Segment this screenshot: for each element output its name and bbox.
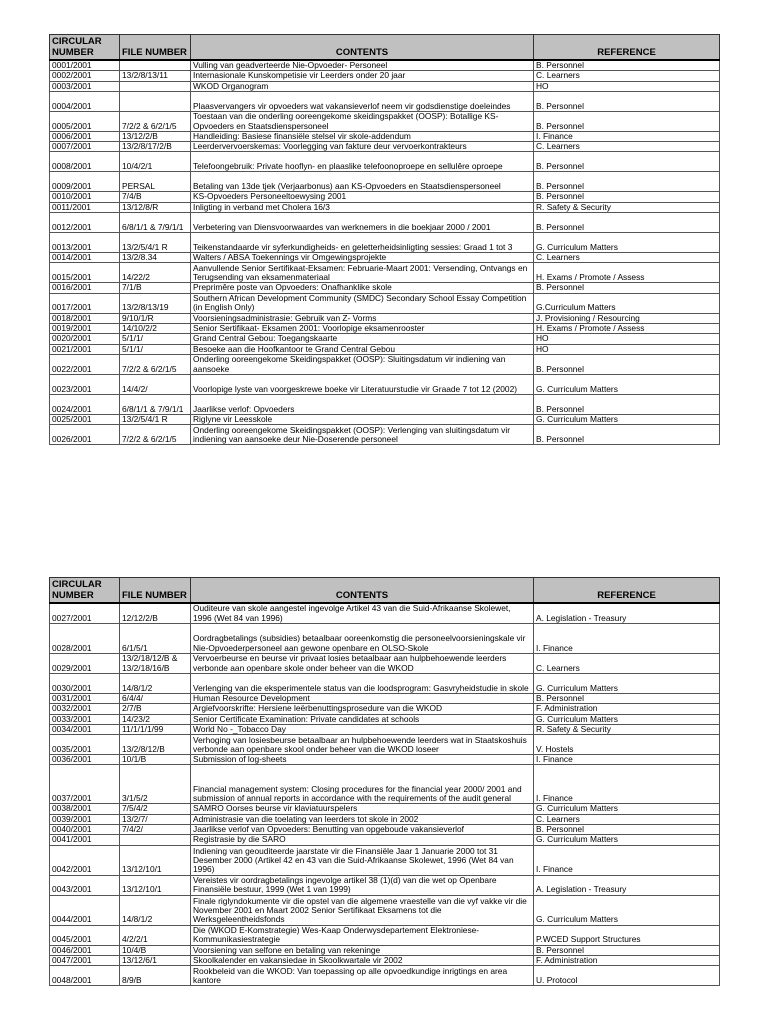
contents-cell: Registrasie by die SARO	[191, 835, 534, 845]
table-row	[50, 91, 720, 111]
reference-cell: G. Curriculum Matters	[534, 414, 720, 424]
table-row	[50, 192, 720, 202]
contents-cell: Teikenstandaarde vir syferkundigheids- en geletterheidsinligting sessies: Graad 1 tot 3	[191, 233, 534, 253]
table-row	[50, 111, 720, 131]
reference-cell: P.WCED Support Structures	[534, 925, 720, 945]
circular-number-cell: 0002/2001	[50, 71, 120, 81]
circular-number-cell: 0023/2001	[50, 374, 120, 394]
table-row	[50, 694, 720, 704]
contents-cell: Inligting in verband met Cholera 16/3	[191, 202, 534, 212]
reference-cell: G. Curriculum Matters	[534, 714, 720, 724]
circular-number-cell: 0007/2001	[50, 142, 120, 152]
table-row	[50, 835, 720, 845]
contents-cell: Financial management system: Closing procedures for the financial year 2000/ 2001 and submission of annual reports in accordance with the requirements of the audit general	[191, 765, 534, 804]
reference-cell: G.Curriculum Matters	[534, 293, 720, 313]
contents-cell: Walters / ABSA Toekennings vir Omgewingsprojekte	[191, 253, 534, 263]
reference-cell: B. Personnel	[534, 192, 720, 202]
contents-cell: Voorsiening van selfone en betaling van rekeninge	[191, 945, 534, 955]
table-row	[50, 966, 720, 986]
table-row	[50, 425, 720, 445]
circular-number-cell: 0022/2001	[50, 354, 120, 374]
contents-cell: Finale riglyndokumente vir die opstel van die algemene vraestelle van die vyf vakke vir die November 2001 en Maart 2002 Senior Sertifikaat Eksamens tot die Werksgeleentheidsfonds	[191, 895, 534, 925]
table-row	[50, 233, 720, 253]
circular-number-cell: 0019/2001	[50, 323, 120, 333]
header-contents: CONTENTS	[191, 35, 534, 61]
contents-cell: Rookbeleid van die WKOD: Van toepassing op alle opvoedkundige inrigtings en area kantore	[191, 966, 534, 986]
file-number-cell: 13/12/2/B	[120, 131, 191, 141]
circular-number-cell: 0016/2001	[50, 283, 120, 293]
reference-cell: C. Learners	[534, 142, 720, 152]
contents-cell: Argiefvoorskrifte: Hersiene leërbenuttingsprosedure van die WKOD	[191, 704, 534, 714]
reference-cell: F. Administration	[534, 955, 720, 965]
circular-number-cell: 0046/2001	[50, 945, 120, 955]
table-row	[50, 724, 720, 734]
table-row	[50, 71, 720, 81]
reference-cell: G. Curriculum Matters	[534, 804, 720, 814]
contents-cell: Aanvullende Senior Sertifikaat-Eksamen: Februarie-Maart 2001: Versending, Ontvangs en Terugsending van eksamenmateriaal	[191, 263, 534, 283]
circular-number-cell: 0030/2001	[50, 674, 120, 694]
contents-cell: Voorlopige lyste van voorgeskrewe boeke vir Literatuurstudie vir Graade 7 tot 12 (2002)	[191, 374, 534, 394]
file-number-cell: 13/2/8/13/19	[120, 293, 191, 313]
file-number-cell: 13/12/10/1	[120, 875, 191, 895]
contents-cell: Internasionale Kunskompetisie vir Leerders onder 20 jaar	[191, 71, 534, 81]
circular-number-cell: 0021/2001	[50, 344, 120, 354]
table-row	[50, 674, 720, 694]
circular-number-cell: 0025/2001	[50, 414, 120, 424]
table-row	[50, 172, 720, 192]
file-number-cell: 3/1/5/2	[120, 765, 191, 804]
circular-number-cell: 0001/2001	[50, 60, 120, 71]
table-row	[50, 875, 720, 895]
contents-cell: Senior Certificate Examination: Private candidates at schools	[191, 714, 534, 724]
circular-number-cell: 0034/2001	[50, 724, 120, 734]
table-row	[50, 60, 720, 71]
reference-cell: I. Finance	[534, 755, 720, 765]
circular-number-cell: 0036/2001	[50, 755, 120, 765]
table-row	[50, 263, 720, 283]
circular-number-cell: 0004/2001	[50, 91, 120, 111]
table-row	[50, 354, 720, 374]
contents-cell: Senior Sertifikaat- Eksamen 2001: Voorlopige eksamenrooster	[191, 323, 534, 333]
contents-cell: Indiening van geouditeerde jaarstate vir die Finansiële Jaar 1 Januarie 2000 tot 31 Desember 2000 (Artikel 42 en 43 van die Suid-Afrikaanse Skolewet, 1996 (Wet 84 van 1996)	[191, 845, 534, 875]
table-row	[50, 735, 720, 755]
file-number-cell: 13/2/8.34	[120, 253, 191, 263]
file-number-cell: 7/4/2/	[120, 825, 191, 835]
file-number-cell	[120, 91, 191, 111]
table-row	[50, 704, 720, 714]
file-number-cell: 14/8/1/2	[120, 895, 191, 925]
reference-cell: A. Legislation - Treasury	[534, 603, 720, 624]
circular-number-cell: 0044/2001	[50, 895, 120, 925]
file-number-cell: 14/23/2	[120, 714, 191, 724]
contents-cell: Toestaan van die onderling ooreengekome skeidingspakket (OOSP): Botallige KS-Opvoeders en Staatsdienspersoneel	[191, 111, 534, 131]
table-row	[50, 804, 720, 814]
file-number-cell: 10/4/2/1	[120, 152, 191, 172]
table-row	[50, 253, 720, 263]
circular-number-cell: 0006/2001	[50, 131, 120, 141]
circular-number-cell: 0017/2001	[50, 293, 120, 313]
table-row	[50, 765, 720, 804]
circular-number-cell: 0039/2001	[50, 814, 120, 824]
reference-cell: C. Learners	[534, 654, 720, 674]
file-number-cell: 7/5/4/2	[120, 804, 191, 814]
file-number-cell: 14/22/2	[120, 263, 191, 283]
circular-number-cell: 0009/2001	[50, 172, 120, 192]
circular-number-cell: 0028/2001	[50, 624, 120, 654]
reference-cell: U. Protocol	[534, 966, 720, 986]
file-number-cell: 9/10/1/R	[120, 313, 191, 323]
reference-cell: I. Finance	[534, 845, 720, 875]
reference-cell: I. Finance	[534, 131, 720, 141]
contents-cell: Betaling van 13de tjek (Verjaarbonus) aan KS-Opvoeders en Staatsdienspersoneel	[191, 172, 534, 192]
circular-number-cell: 0018/2001	[50, 313, 120, 323]
circular-number-cell: 0013/2001	[50, 233, 120, 253]
circular-number-cell: 0024/2001	[50, 394, 120, 414]
file-number-cell: 14/8/1/2	[120, 674, 191, 694]
table	[49, 34, 720, 445]
circular-number-cell: 0020/2001	[50, 334, 120, 344]
reference-cell: C. Learners	[534, 253, 720, 263]
file-number-cell: 6/1/5/1	[120, 624, 191, 654]
file-number-cell: 6/4/4/	[120, 694, 191, 704]
circular-number-cell: 0041/2001	[50, 835, 120, 845]
contents-cell: Human Resource Development	[191, 694, 534, 704]
contents-cell: Ouditeure van skole aangestel ingevolge Artikel 43 van die Suid-Afrikaanse Skolewet, 1996 (Wet 84 van 1996)	[191, 603, 534, 624]
circular-number-cell: 0008/2001	[50, 152, 120, 172]
file-number-cell: 6/8/1/1 & 7/9/1/1	[120, 213, 191, 233]
table-body	[50, 603, 720, 986]
reference-cell: J. Provisioning / Resourcing	[534, 313, 720, 323]
table-row	[50, 755, 720, 765]
header-file-number: FILE NUMBER	[120, 35, 191, 61]
circular-number-cell: 0027/2001	[50, 603, 120, 624]
header-circular-number: CIRCULAR NUMBER	[50, 35, 120, 61]
contents-cell: Riglyne vir Leesskole	[191, 414, 534, 424]
contents-cell: KS-Opvoeders Personeeltoewysing 2001	[191, 192, 534, 202]
circular-number-cell: 0038/2001	[50, 804, 120, 814]
header-contents: CONTENTS	[191, 578, 534, 604]
circular-number-cell: 0048/2001	[50, 966, 120, 986]
table-row	[50, 895, 720, 925]
file-number-cell: 13/12/10/1	[120, 845, 191, 875]
contents-cell: Submission of log-sheets	[191, 755, 534, 765]
file-number-cell: 6/8/1/1 & 7/9/1/1	[120, 394, 191, 414]
file-number-cell: 13/2/8/13/11	[120, 71, 191, 81]
reference-cell: B. Personnel	[534, 172, 720, 192]
file-number-cell: 13/2/8/12/B	[120, 735, 191, 755]
file-number-cell: 7/2/2 & 6/2/1/5	[120, 111, 191, 131]
circular-number-cell: 0005/2001	[50, 111, 120, 131]
circular-number-cell: 0047/2001	[50, 955, 120, 965]
contents-cell: Preprimêre poste van Opvoeders: Onafhanklike skole	[191, 283, 534, 293]
file-number-cell: 7/2/2 & 6/2/1/5	[120, 354, 191, 374]
contents-cell: SAMRO Oorses beurse vir klaviatuurspelers	[191, 804, 534, 814]
table-row	[50, 81, 720, 91]
table-row	[50, 152, 720, 172]
table-row	[50, 814, 720, 824]
reference-cell: F. Administration	[534, 704, 720, 714]
file-number-cell: 7/4/B	[120, 192, 191, 202]
reference-cell: B. Personnel	[534, 111, 720, 131]
reference-cell: B. Personnel	[534, 945, 720, 955]
table-row	[50, 293, 720, 313]
file-number-cell: 13/2/8/17/2/B	[120, 142, 191, 152]
contents-cell: Leerdervervoerskemas: Voorlegging van fakture deur vervoerkontrakteurs	[191, 142, 534, 152]
circular-number-cell: 0043/2001	[50, 875, 120, 895]
reference-cell: B. Personnel	[534, 213, 720, 233]
file-number-cell	[120, 835, 191, 845]
reference-cell: B. Personnel	[534, 394, 720, 414]
reference-cell: HO	[534, 344, 720, 354]
file-number-cell: 7/2/2 & 6/2/1/5	[120, 425, 191, 445]
table-row	[50, 825, 720, 835]
contents-cell: WKOD Organogram	[191, 81, 534, 91]
file-number-cell: 13/12/8/R	[120, 202, 191, 212]
table-row	[50, 414, 720, 424]
circular-number-cell: 0045/2001	[50, 925, 120, 945]
table-row	[50, 313, 720, 323]
table	[49, 577, 720, 986]
reference-cell: B. Personnel	[534, 91, 720, 111]
contents-cell: Handleiding: Basiese finansiële stelsel vir skole-addendum	[191, 131, 534, 141]
file-number-cell: 13/2/5/4/1 R	[120, 414, 191, 424]
table-row	[50, 283, 720, 293]
file-number-cell: 13/2/5/4/1 R	[120, 233, 191, 253]
table-row	[50, 925, 720, 945]
circular-number-cell: 0032/2001	[50, 704, 120, 714]
circular-number-cell: 0040/2001	[50, 825, 120, 835]
reference-cell: B. Personnel	[534, 60, 720, 71]
file-number-cell	[120, 81, 191, 91]
contents-cell: Vulling van geadverteerde Nie-Opvoeder- Personeel	[191, 60, 534, 71]
reference-cell: HO	[534, 81, 720, 91]
contents-cell: Die (WKOD E-Komstrategie) Wes-Kaap Onderwysdepartement Elektroniese-Kommunikasiestrategie	[191, 925, 534, 945]
table-row	[50, 131, 720, 141]
table-body	[50, 60, 720, 445]
contents-cell: Besoeke aan die Hoofkantoor te Grand Central Gebou	[191, 344, 534, 354]
file-number-cell: 11/1/1/1/99	[120, 724, 191, 734]
circular-number-cell: 0026/2001	[50, 425, 120, 445]
reference-cell: HO	[534, 334, 720, 344]
contents-cell: World No -_Tobacco Day	[191, 724, 534, 734]
contents-cell: Telefoongebruik: Private hooflyn- en plaaslike telefoonoproepe en sellulêre oproepe	[191, 152, 534, 172]
reference-cell: B. Personnel	[534, 283, 720, 293]
circular-number-cell: 0033/2001	[50, 714, 120, 724]
circular-number-cell: 0003/2001	[50, 81, 120, 91]
contents-cell: Verbetering van Diensvoorwaardes van werknemers in die boekjaar 2000 / 2001	[191, 213, 534, 233]
circular-number-cell: 0011/2001	[50, 202, 120, 212]
reference-cell: G. Curriculum Matters	[534, 835, 720, 845]
table-row	[50, 603, 720, 624]
contents-cell: Skoolkalender en vakansiedae in Skoolkwartale vir 2002	[191, 955, 534, 965]
contents-cell: Administrasie van die toelating van leerders tot skole in 2002	[191, 814, 534, 824]
file-number-cell: 13/12/6/1	[120, 955, 191, 965]
reference-cell: B. Personnel	[534, 354, 720, 374]
reference-cell: H. Exams / Promote / Assess	[534, 323, 720, 333]
header-circular-number: CIRCULAR NUMBER	[50, 578, 120, 604]
header-reference: REFERENCE	[534, 578, 720, 604]
table-row	[50, 624, 720, 654]
contents-cell: Verhoging van losiesbeurse betaalbaar an hulpbehoewende leerders wat in Staatskoshuis verbonde aan openbare skool onder beheer van die WKOD loseer	[191, 735, 534, 755]
table-row	[50, 714, 720, 724]
table-row	[50, 142, 720, 152]
reference-cell: C. Learners	[534, 814, 720, 824]
reference-cell: A. Legislation - Treasury	[534, 875, 720, 895]
reference-cell: B. Personnel	[534, 694, 720, 704]
circulars-table-1	[49, 34, 719, 445]
contents-cell: Onderling ooreengekome Skeidingspakket (OOSP): Sluitingsdatum vir indiening van aansoeke	[191, 354, 534, 374]
file-number-cell: 10/4/B	[120, 945, 191, 955]
contents-cell: Southern African Development Community (SMDC) Secondary School Essay Competition (in English Only)	[191, 293, 534, 313]
file-number-cell: 7/1/B	[120, 283, 191, 293]
table-row	[50, 344, 720, 354]
contents-cell: Jaarlikse verlof van Opvoeders: Benutting van opgeboude vakansieverlof	[191, 825, 534, 835]
table-row	[50, 323, 720, 333]
table-row	[50, 374, 720, 394]
reference-cell: G. Curriculum Matters	[534, 233, 720, 253]
reference-cell: R. Safety & Security	[534, 202, 720, 212]
reference-cell: G. Curriculum Matters	[534, 374, 720, 394]
file-number-cell: 12/12/2/B	[120, 603, 191, 624]
table-row	[50, 202, 720, 212]
header-file-number: FILE NUMBER	[120, 578, 191, 604]
contents-cell: Jaarlikse verlof: Opvoeders	[191, 394, 534, 414]
file-number-cell	[120, 60, 191, 71]
reference-cell: G. Curriculum Matters	[534, 895, 720, 925]
table-row	[50, 955, 720, 965]
contents-cell: Verlenging van die eksperimentele status van die loodsprogram: Gasvryheidstudie in skole	[191, 674, 534, 694]
contents-cell: Vervoerbeurse en beurse vir privaat losies betaalbaar aan hulpbehoewende leerders verbonde aan openbare skole onder beheer van die WKOD	[191, 654, 534, 674]
file-number-cell: 14/10/2/2	[120, 323, 191, 333]
circulars-table-2	[49, 577, 719, 986]
contents-cell: Onderling ooreengekome Skeidingspakket (OOSP): Verlenging van sluitingsdatum vir indiening van aansoeke deur Nie-Doserende personeel	[191, 425, 534, 445]
file-number-cell: 2/7/B	[120, 704, 191, 714]
file-number-cell: 13/2/7/	[120, 814, 191, 824]
reference-cell: B. Personnel	[534, 425, 720, 445]
file-number-cell: 8/9/B	[120, 966, 191, 986]
circular-number-cell: 0042/2001	[50, 845, 120, 875]
circular-number-cell: 0037/2001	[50, 765, 120, 804]
contents-cell: Plaasvervangers vir opvoeders wat vakansieverlof neem vir godsdienstige doeleindes	[191, 91, 534, 111]
circular-number-cell: 0010/2001	[50, 192, 120, 202]
circular-number-cell: 0015/2001	[50, 263, 120, 283]
reference-cell: I. Finance	[534, 765, 720, 804]
table-row	[50, 213, 720, 233]
reference-cell: C. Learners	[534, 71, 720, 81]
table-row	[50, 334, 720, 344]
header-row	[50, 578, 720, 604]
file-number-cell: 4/2/2/1	[120, 925, 191, 945]
circular-number-cell: 0014/2001	[50, 253, 120, 263]
file-number-cell: 14/4/2/	[120, 374, 191, 394]
table-row	[50, 845, 720, 875]
reference-cell: B. Personnel	[534, 152, 720, 172]
file-number-cell: 5/1/1/	[120, 344, 191, 354]
reference-cell: R. Safety & Security	[534, 724, 720, 734]
circular-number-cell: 0012/2001	[50, 213, 120, 233]
table-row	[50, 394, 720, 414]
header-row	[50, 35, 720, 61]
reference-cell: B. Personnel	[534, 825, 720, 835]
table-row	[50, 945, 720, 955]
circular-number-cell: 0031/2001	[50, 694, 120, 704]
header-reference: REFERENCE	[534, 35, 720, 61]
circular-number-cell: 0035/2001	[50, 735, 120, 755]
contents-cell: Vereistes vir oordragbetalings ingevolge artikel 38 (1)(d) van die wet op Openbare Finansiële bestuur, 1999 (Wet 1 van 1999)	[191, 875, 534, 895]
reference-cell: V. Hostels	[534, 735, 720, 755]
circular-number-cell: 0029/2001	[50, 654, 120, 674]
file-number-cell: 5/1/1/	[120, 334, 191, 344]
table-row	[50, 654, 720, 674]
file-number-cell: PERSAL	[120, 172, 191, 192]
reference-cell: G. Curriculum Matters	[534, 674, 720, 694]
contents-cell: Grand Central Gebou: Toegangskaarte	[191, 334, 534, 344]
reference-cell: I. Finance	[534, 624, 720, 654]
file-number-cell: 13/2/18/12/B & 13/2/18/16/B	[120, 654, 191, 674]
file-number-cell: 10/1/B	[120, 755, 191, 765]
contents-cell: Oordragbetalings (subsidies) betaalbaar ooreenkomstig die personeelvoorsieningskale vir Nie-Opvoederpersoneel aan gewone openbare en OLSO-Skole	[191, 624, 534, 654]
contents-cell: Voorsieningsadministrasie: Gebruik van Z- Vorms	[191, 313, 534, 323]
reference-cell: H. Exams / Promote / Assess	[534, 263, 720, 283]
